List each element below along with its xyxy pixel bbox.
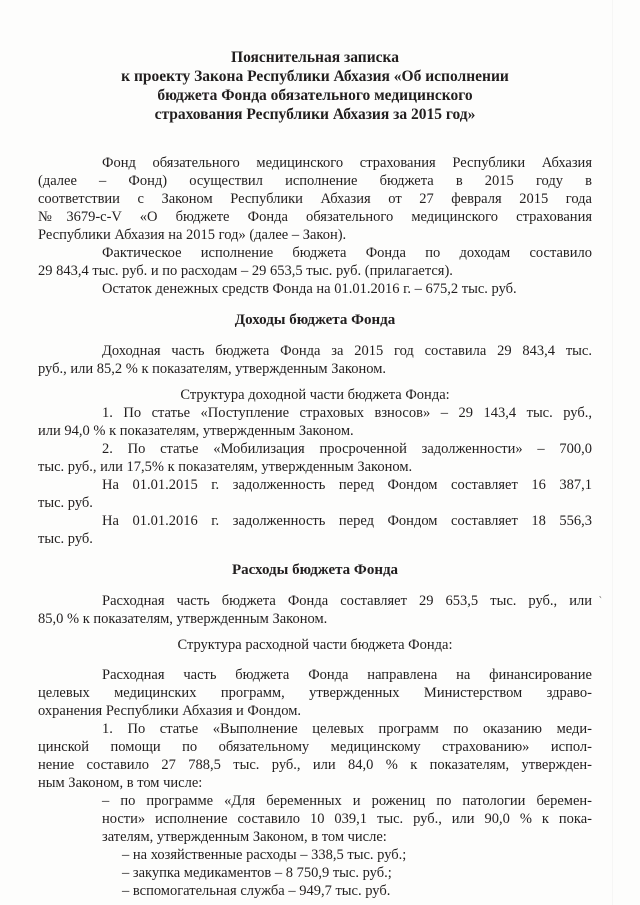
text-line: – по программе «Для беременных и рожениц по патологии беремен-	[102, 793, 592, 809]
title-line: страхования Республики Абхазия за 2015 год»	[154, 106, 476, 123]
text-line: №3679-с-V «О бюджете Фонда обязательного медицинского страхования	[38, 209, 592, 225]
expenses-total-paragraph	[38, 592, 592, 628]
title-line: бюджета Фонда обязательного медицинского	[157, 87, 473, 104]
expenses-structure-subheading: Структура расходной части бюджета Фонда:	[177, 637, 453, 653]
text-line: нение составило 27 788,5 тыс. руб., или 84,0 % к показателям, утвержден-	[38, 757, 592, 773]
text-line: 2. По статье «Мобилизация просроченной задолженности» – 700,0	[102, 441, 592, 457]
text-line: Республики Абхазия на 2015 год» (далее – Закон).	[38, 227, 347, 243]
text-line: Остаток денежных средств Фонда на 01.01.2016 г. – 675,2 тыс. руб.	[102, 281, 517, 297]
expenses-purpose-paragraph	[38, 666, 592, 720]
text-line: цинской помощи по обязательному медицинскому страхованию» испол-	[38, 739, 592, 755]
text-line: 29 843,4 тыс. руб. и по расходам – 29 653,5 тыс. руб. (прилагается).	[38, 263, 453, 279]
income-item-1-paragraph	[38, 404, 592, 440]
text-line: (далее – Фонд) осуществил исполнение бюджета в 2015 году в	[38, 173, 592, 189]
scan-edge-artifact	[612, 0, 613, 905]
incomes-total-paragraph	[38, 342, 592, 378]
text-line: руб., или 85,2 % к показателям, утвержденным Законом.	[38, 361, 387, 377]
text-line: Расходная часть бюджета Фонда направлена на финансирование	[102, 667, 592, 683]
debt-2016-paragraph	[38, 512, 592, 548]
text-line: На 01.01.2015 г. задолженность перед Фондом составляет 16 387,1	[102, 477, 592, 493]
pregnancy-program-breakdown-list	[38, 846, 592, 900]
document-title	[38, 48, 592, 124]
list-item: – закупка медикаментов – 8 750,9 тыс. руб.;	[122, 865, 392, 881]
text-line: Фактическое исполнение бюджета Фонда по доходам составило	[102, 245, 592, 261]
text-line: Расходная часть бюджета Фонда составляет 29 653,5 тыс. руб., или	[102, 593, 592, 609]
text-line: целевых медицинских программ, утвержденных Министерством здраво-	[38, 685, 592, 701]
text-line: соответствии с Законом Республики Абхазия от 27 февраля 2015 года	[38, 191, 592, 207]
text-line: ным Законом, в том числе:	[38, 775, 203, 791]
document-content	[38, 48, 592, 900]
expenses-section-heading: Расходы бюджета Фонда	[231, 562, 399, 578]
text-line: Доходная часть бюджета Фонда за 2015 год составила 29 843,4 тыс.	[102, 343, 592, 359]
list-item: – на хозяйственные расходы – 338,5 тыс. руб.;	[122, 847, 407, 863]
text-line: зателям, утвержденным Законом, в том числе:	[102, 829, 387, 845]
title-line: Пояснительная записка	[231, 49, 399, 66]
expense-item-1-paragraph	[38, 720, 592, 792]
text-line: Фонд обязательного медицинского страхования Республики Абхазия	[102, 155, 592, 171]
income-item-2-paragraph	[38, 440, 592, 476]
text-line: или 94,0 % к показателям, утвержденным Законом.	[38, 423, 354, 439]
intro-paragraph	[38, 154, 592, 244]
text-line: ности» исполнение составило 10 039,1 тыс. руб., или 90,0 % к пока-	[102, 811, 592, 827]
text-line: тыс. руб., или 17,5% к показателям, утвержденным Законом.	[38, 459, 413, 475]
text-line: 85,0 % к показателям, утвержденным Законом.	[38, 611, 328, 627]
stray-pen-mark: ˋ	[597, 594, 603, 608]
incomes-structure-subheading: Структура доходной части бюджета Фонда:	[180, 387, 450, 403]
cash-balance-paragraph	[38, 280, 592, 298]
text-line: 1. По статье «Выполнение целевых программ по оказанию меди-	[102, 721, 592, 737]
text-line: охранения Республики Абхазия и Фондом.	[38, 703, 302, 719]
debt-2015-paragraph	[38, 476, 592, 512]
pregnancy-program-paragraph	[102, 792, 592, 846]
text-line: тыс. руб.	[38, 531, 93, 547]
text-line: На 01.01.2016 г. задолженность перед Фондом составляет 18 556,3	[102, 513, 592, 529]
title-line: к проекту Закона Республики Абхазия «Об исполнении	[121, 68, 509, 85]
incomes-section-heading: Доходы бюджета Фонда	[234, 312, 396, 328]
text-line: 1. По статье «Поступление страховых взносов» – 29 143,4 тыс. руб.,	[102, 405, 592, 421]
text-line: тыс. руб.	[38, 495, 93, 511]
list-item: – вспомогательная служба – 949,7 тыс. руб.	[122, 883, 391, 899]
actual-execution-paragraph	[38, 244, 592, 280]
